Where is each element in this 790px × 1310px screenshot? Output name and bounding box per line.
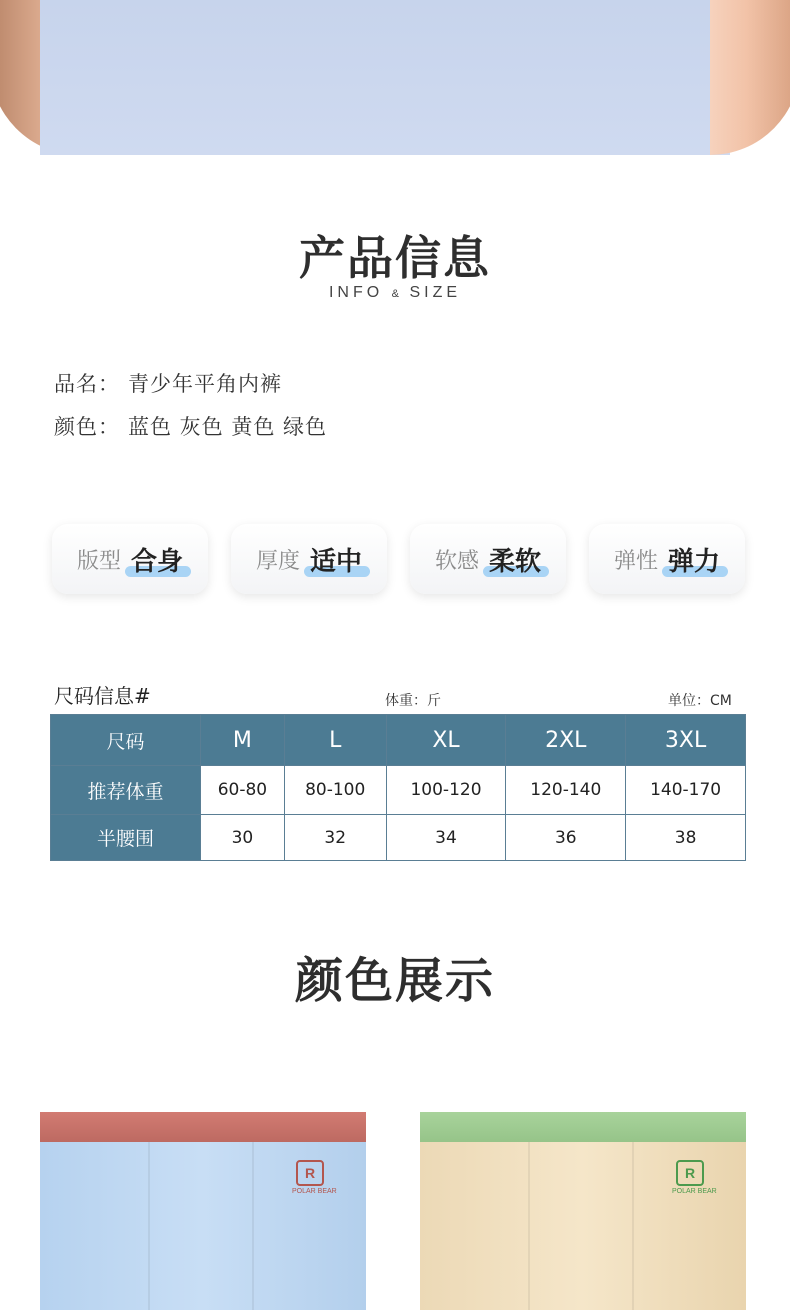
subtitle-ampersand: & — [391, 288, 401, 300]
size-header-cell: XL — [386, 715, 506, 766]
brand-logo-icon: R — [676, 1160, 704, 1186]
feature-key: 版型 — [76, 548, 121, 574]
table-cell: 34 — [386, 815, 506, 861]
info-section-subtitle — [0, 284, 790, 302]
color-section-title: 颜色展示 — [294, 953, 495, 1009]
feature-value: 弹力 — [668, 541, 720, 578]
feature-value: 合身 — [131, 541, 183, 578]
table-cell: 120-140 — [506, 766, 626, 815]
brand-logo-text: POLAR BEAR — [672, 1188, 717, 1195]
size-header-cell: 3XL — [626, 715, 746, 766]
table-row — [51, 766, 746, 815]
feature-value: 柔软 — [489, 541, 541, 578]
feature-value: 适中 — [310, 541, 362, 578]
waistband — [40, 1112, 366, 1142]
brand-logo-text: POLAR BEAR — [292, 1188, 337, 1195]
top-product-photo — [0, 0, 790, 155]
feature-card-elasticity — [589, 524, 745, 594]
subtitle-size-word: SIZE — [409, 284, 462, 301]
model-arm-right — [710, 0, 790, 155]
waistband — [420, 1112, 746, 1142]
product-color-label: 颜色： — [54, 415, 120, 439]
table-cell: 140-170 — [626, 766, 746, 815]
size-header-cell: L — [284, 715, 386, 766]
product-image-blue — [40, 1112, 366, 1310]
size-chart-unit: 单位：CM — [668, 693, 732, 709]
row-label-waist: 半腰围 — [51, 815, 201, 861]
size-chart-table — [50, 714, 746, 861]
seam-line — [252, 1142, 254, 1310]
seam-line — [148, 1142, 150, 1310]
size-header-row — [51, 715, 746, 766]
product-color-value: 蓝色 灰色 黄色 绿色 — [128, 415, 328, 439]
size-header-label: 尺码 — [51, 715, 201, 766]
size-chart-weight-unit: 体重：斤 — [385, 693, 441, 709]
feature-key: 厚度 — [255, 548, 300, 574]
table-cell: 30 — [201, 815, 285, 861]
feature-key: 软感 — [434, 548, 479, 574]
feature-key: 弹性 — [613, 548, 658, 574]
garment-fabric — [40, 0, 730, 155]
table-cell: 60-80 — [201, 766, 285, 815]
size-header-cell: 2XL — [506, 715, 626, 766]
table-row — [51, 815, 746, 861]
product-color-line — [54, 411, 327, 441]
row-label-weight: 推荐体重 — [51, 766, 201, 815]
table-cell: 36 — [506, 815, 626, 861]
feature-card-thickness — [231, 524, 387, 594]
size-header-cell: M — [201, 715, 285, 766]
size-chart-heading: 尺码信息# — [54, 684, 151, 708]
feature-card-softness — [410, 524, 566, 594]
product-name-line — [54, 368, 282, 398]
table-cell: 100-120 — [386, 766, 506, 815]
product-name-value: 青少年平角内裤 — [128, 372, 282, 396]
info-section-title: 产品信息 — [299, 231, 491, 285]
brand-logo-icon: R — [296, 1160, 324, 1186]
subtitle-info-word: INFO — [328, 284, 384, 301]
seam-line — [632, 1142, 634, 1310]
table-cell: 32 — [284, 815, 386, 861]
feature-card-fit — [52, 524, 208, 594]
seam-line — [528, 1142, 530, 1310]
product-name-label: 品名： — [54, 372, 120, 396]
product-image-beige — [420, 1112, 746, 1310]
table-cell: 80-100 — [284, 766, 386, 815]
table-cell: 38 — [626, 815, 746, 861]
